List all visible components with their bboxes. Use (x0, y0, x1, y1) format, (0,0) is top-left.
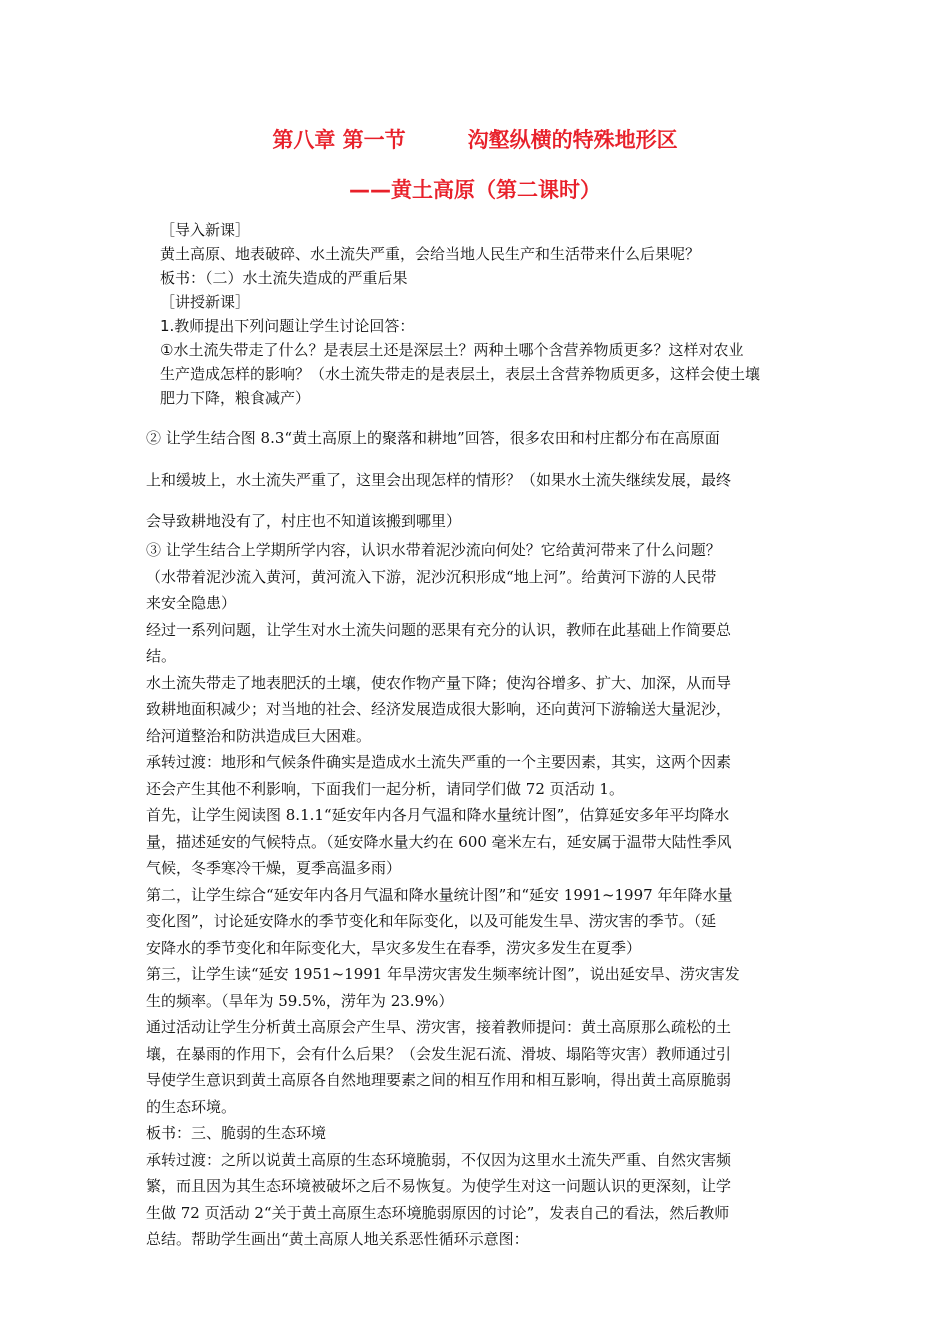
text-line: 还会产生其他不利影响，下面我们一起分析，请同学们做 72 页活动 1。 (146, 779, 624, 798)
text-line: 水土流失带走了地表肥沃的土壤，使农作物产量下降；使沟谷增多、扩大、加深，从而导 (146, 673, 732, 692)
text-line: 会导致耕地没有了，村庄也不知道该搬到哪里） (146, 512, 462, 530)
text-line: 生的频率。（旱年为 59.5%，涝年为 23.9%） (146, 991, 454, 1010)
text-line: 承转过渡：地形和气候条件确实是造成水土流失严重的一个主要因素，其实，这两个因素 (146, 753, 732, 771)
text-line: 上和缓坡上，水土流失严重了，这里会出现怎样的情形？（如果水土流失继续发展，最终 (146, 470, 732, 489)
text-line: 来安全隐患） (146, 594, 237, 612)
text-line: 给河道整治和防洪造成巨大困难。 (146, 726, 372, 745)
text-line: 变化图”，讨论延安降水的季节变化和年际变化，以及可能发生旱、涝灾害的季节。（延 (146, 912, 717, 930)
text-line: 总结。帮助学生画出“黄土高原人地关系恶性循环示意图： (146, 1230, 529, 1248)
text-line: 导使学生意识到黄土高原各自然地理要素之间的相互作用和相互影响，得出黄土高原脆弱 (146, 1071, 732, 1089)
text-line: 的生态环境。 (146, 1097, 237, 1116)
intro-line: ①水土流失带走了什么？是表层土还是深层土？两种土哪个含营养物质更多？这样对农业 (160, 341, 744, 359)
text-line: 承转过渡：之所以说黄土高原的生态环境脆弱，不仅因为这里水土流失严重、自然灾害频 (146, 1150, 732, 1169)
intro-line: 板书：（二）水土流失造成的严重后果 (160, 269, 408, 287)
text-line: 生做 72 页活动 2“关于黄土高原生态环境脆弱原因的讨论”，发表自己的看法，然后教师 (146, 1203, 730, 1222)
text-line: 气候，冬季寒冷干燥，夏季高温多雨） (146, 859, 402, 877)
text-line: 第二，让学生综合“延安年内各月气温和降水量统计图”和“延安 1991~1997 年年降水量 (146, 885, 733, 904)
text-line: 通过活动让学生分析黄土高原会产生旱、涝灾害，接着教师提问：黄土高原那么疏松的土 (146, 1018, 732, 1036)
intro-line: 肥力下降，粮食减产） (160, 389, 311, 407)
text-line: 首先，让学生阅读图 8.1.1“延安年内各月气温和降水量统计图”，估算延安多年平均降水 (146, 806, 730, 824)
page-title (0, 124, 950, 154)
text-line: 量，描述延安的气候特点。（延安降水量大约在 600 毫米左右，延安属于温带大陆性季风 (146, 832, 732, 851)
text-line: 繁，而且因为其生态环境被破坏之后不易恢复。为使学生对这一问题认识的更深刻，让学 (146, 1177, 732, 1195)
text-line: 结。 (146, 647, 177, 665)
intro-line: ［讲授新课］ (160, 293, 251, 311)
paragraph-2 (146, 418, 731, 543)
body-text (146, 537, 740, 1253)
text-line: 壤，在暴雨的作用下，会有什么后果？（会发生泥石流、滑坡、塌陷等灾害）教师通过引 (146, 1044, 732, 1063)
text-line: 安降水的季节变化和年际变化大，旱灾多发生在春季，涝灾多发生在夏季） (146, 938, 642, 957)
intro-line: ［导入新课］ (160, 221, 251, 239)
text-line: （水带着泥沙流入黄河，黄河流入下游，泥沙沉积形成“地上河”。给黄河下游的人民带 (146, 567, 717, 586)
text-line: 经过一系列问题，让学生对水土流失问题的恶果有充分的认识，教师在此基础上作简要总 (146, 620, 732, 639)
text-line: 板书：三、脆弱的生态环境 (146, 1124, 327, 1142)
page-subtitle: ——黄土高原（第二课时） (349, 178, 601, 202)
intro-line: 生产造成怎样的影响？（水土流失带走的是表层土，表层土含营养物质更多，这样会使土壤 (160, 365, 761, 383)
text-line: ③ 让学生结合上学期所学内容，认识水带着泥沙流向何处？它给黄河带来了什么问题？ (146, 541, 721, 559)
intro-line: 黄土高原、地表破碎、水土流失严重，会给当地人民生产和生活带来什么后果呢？ (160, 245, 701, 263)
section-heading: 沟壑纵横的特殊地形区 (467, 128, 678, 152)
text-line: 致耕地面积减少；对当地的社会、经济发展造成很大影响，还向黄河下游输送大量泥沙， (146, 700, 732, 718)
intro-block (160, 218, 760, 410)
text-line: ② 让学生结合图 8.3“黄土高原上的聚落和耕地”回答，很多农田和村庄都分布在高原面 (146, 429, 720, 447)
chapter-heading: 第八章 第一节 (272, 128, 406, 152)
intro-line: 1.教师提出下列问题让学生讨论回答： (160, 317, 415, 335)
text-line: 第三，让学生读“延安 1951~1991 年旱涝灾害发生频率统计图”，说出延安旱、涝灾害发 (146, 965, 740, 983)
